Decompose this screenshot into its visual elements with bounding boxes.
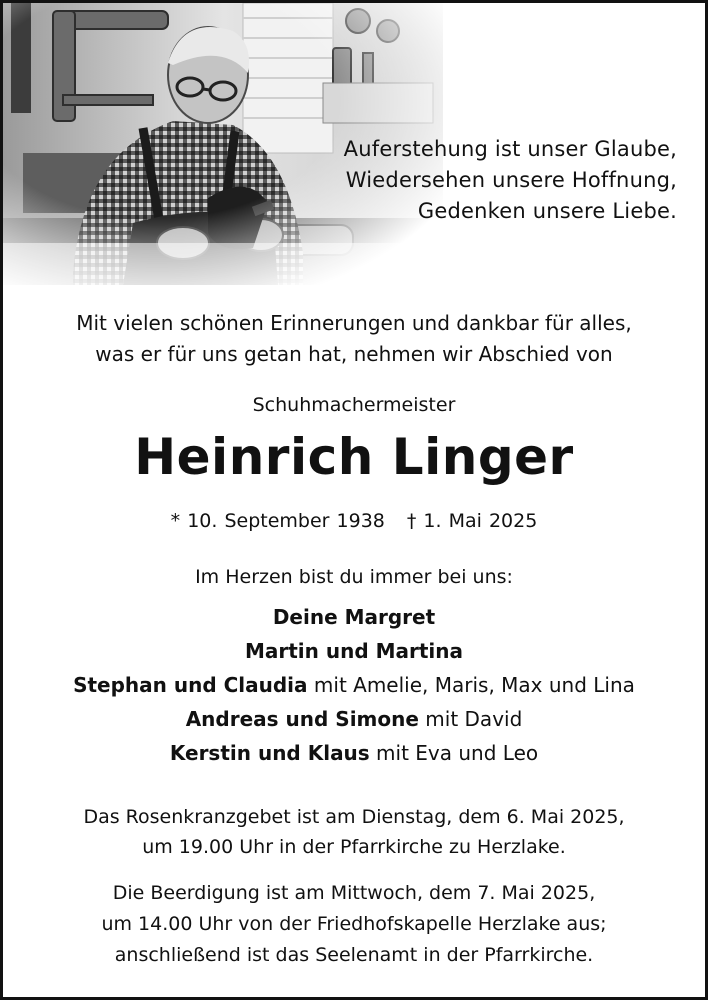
mourner-line: [3, 702, 705, 736]
mourner-names: Deine Margret: [272, 605, 436, 629]
life-dates: [3, 510, 705, 532]
rosary-line: Das Rosenkranzgebet ist am Dienstag, dem 6. Mai 2025,: [83, 806, 625, 828]
intro-line: was er für uns getan hat, nehmen wir Abschied von: [95, 342, 613, 366]
mourner-names: Kerstin und Klaus: [169, 741, 370, 765]
mourner-children: mit Amelie, Maris, Max und Lina: [307, 673, 635, 697]
mourner-line: [3, 668, 705, 702]
birth-date: * 10. September 1938: [170, 510, 385, 532]
motto-line: Gedenken unsere Liebe.: [417, 199, 677, 223]
mourner-line: [3, 634, 705, 668]
mourner-names: Andreas und Simone: [185, 707, 419, 731]
mourner-children: mit David: [418, 707, 523, 731]
rosary-line: um 19.00 Uhr in der Pfarrkirche zu Herzlake.: [142, 836, 566, 858]
deceased-name: Heinrich Linger: [134, 428, 574, 486]
mourner-names: Stephan und Claudia: [73, 673, 308, 697]
rosary-notice: [3, 802, 705, 862]
death-date: † 1. Mai 2025: [406, 510, 538, 532]
funeral-line: Die Beerdigung ist am Mittwoch, dem 7. Mai 2025,: [112, 882, 596, 904]
mourner-children: mit Eva und Leo: [369, 741, 539, 765]
mourners-list: [3, 600, 705, 770]
motto-line: Wiedersehen unsere Hoffnung,: [345, 168, 677, 192]
mourner-line: [3, 736, 705, 770]
mourners-intro: Im Herzen bist du immer bei uns:: [195, 566, 513, 588]
funeral-notice: [3, 878, 705, 971]
motto-line: Auferstehung ist unser Glaube,: [343, 137, 677, 161]
mourner-line: [3, 600, 705, 634]
mourner-names: Martin und Martina: [244, 639, 464, 663]
funeral-line: anschließend ist das Seelenamt in der Pfarrkirche.: [114, 944, 594, 966]
deceased-title: Schuhmachermeister: [252, 394, 456, 416]
funeral-line: um 14.00 Uhr von der Friedhofskapelle Herzlake aus;: [101, 913, 607, 935]
farewell-intro: [3, 308, 705, 370]
intro-line: Mit vielen schönen Erinnerungen und dankbar für alles,: [76, 311, 632, 335]
motto-quote: [344, 134, 677, 227]
